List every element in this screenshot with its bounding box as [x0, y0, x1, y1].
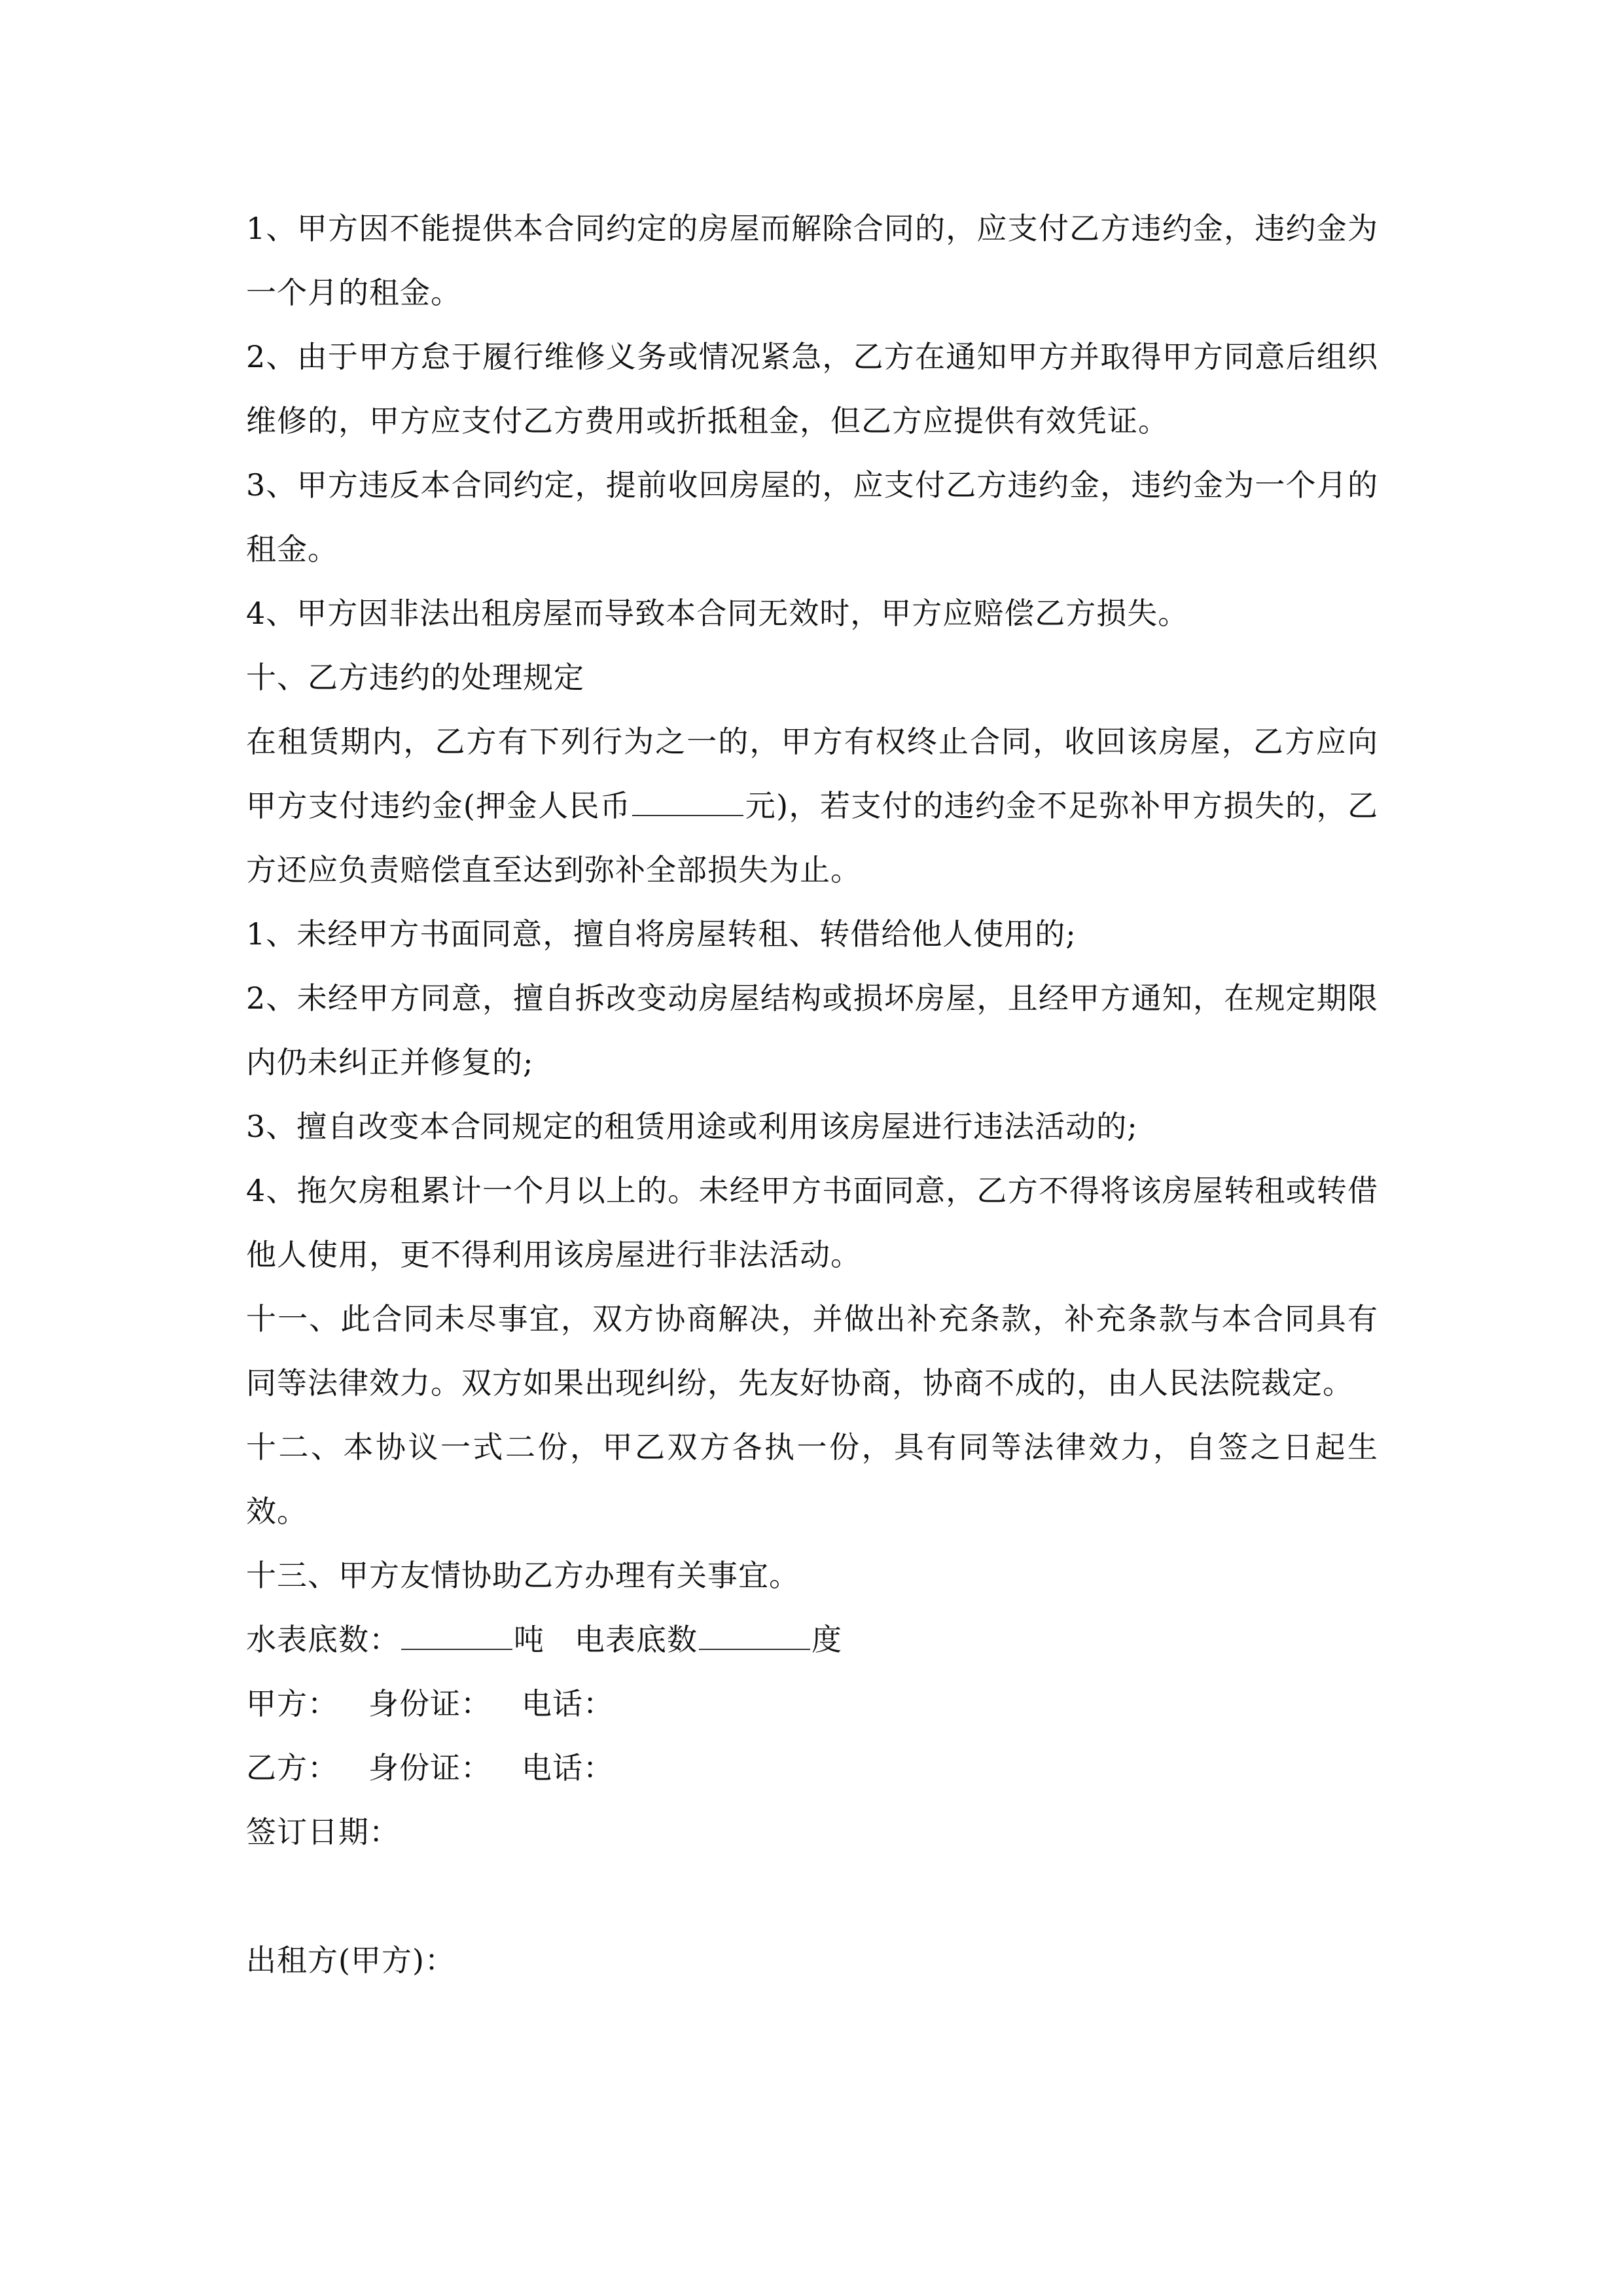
water-meter-blank: [401, 1624, 512, 1650]
party-b-id-label: 身份证：: [368, 1750, 491, 1785]
clause-paragraph: 1、甲方因不能提供本合同约定的房屋而解除合同的，应支付乙方违约金，违约金为一个月的租金。: [246, 211, 1378, 310]
clause-paragraph: 4、甲方因非法出租房屋而导致本合同无效时，甲方应赔偿乙方损失。: [246, 596, 1189, 631]
section-paragraph: 十一、此合同未尽事宜，双方协商解决，并做出补充条款，补充条款与本合同具有同等法律效力。双方如果出现纠纷，先友好协商，协商不成的，由人民法院裁定。: [246, 1301, 1378, 1401]
lessor-label: 出租方(甲方)：: [246, 1943, 455, 1978]
electric-meter-unit: 度: [812, 1622, 842, 1657]
clause-paragraph: 1、未经甲方书面同意，擅自将房屋转租、转借给他人使用的;: [246, 916, 1077, 952]
electric-meter-label: 电表底数: [575, 1622, 698, 1657]
sign-date-label: 签订日期：: [246, 1814, 400, 1850]
clause-paragraph: 2、由于甲方怠于履行维修义务或情况紧急，乙方在通知甲方并取得甲方同意后组织维修的，甲方应支付乙方费用或折抵租金，但乙方应提供有效凭证。: [246, 339, 1378, 439]
party-a-phone-label: 电话：: [522, 1686, 614, 1721]
blank-line: [246, 1864, 1378, 1928]
clause-paragraph: 3、擅自改变本合同规定的租赁用途或利用该房屋进行违法活动的;: [246, 1109, 1138, 1144]
section-paragraph: 十三、甲方友情协助乙方办理有关事宜。: [246, 1558, 800, 1593]
section-paragraph: 十二、本协议一式二份，甲乙双方各执一份，具有同等法律效力，自签之日起生效。: [246, 1429, 1378, 1529]
party-a-line: [246, 1672, 1378, 1736]
party-a-label: 甲方：: [246, 1686, 338, 1721]
clause-paragraph: 2、未经甲方同意，擅自拆改变动房屋结构或损坏房屋，且经甲方通知，在规定期限内仍未纠正并修复的;: [246, 980, 1378, 1080]
party-a-id-label: 身份证：: [368, 1686, 491, 1721]
document-body: [246, 196, 1378, 1992]
meter-readings-line: [246, 1607, 1378, 1672]
penalty-clause-text-before: 在租赁期内，乙方有下列行为之一的，甲方有权终止合同，收回该房屋，乙方应向甲方支付违约金(押金人民币: [246, 724, 1378, 823]
party-b-phone-label: 电话：: [522, 1750, 614, 1785]
clause-paragraph: 3、甲方违反本合同约定，提前收回房屋的，应支付乙方违约金，违约金为一个月的租金。: [246, 467, 1378, 567]
water-meter-unit: 吨: [514, 1622, 544, 1657]
section-heading: 十、乙方违约的处理规定: [246, 660, 584, 695]
deposit-amount-blank: [632, 790, 743, 816]
penalty-clause-text-after: 元)，若支付的违约金不足弥补甲方损失的，乙方还应负责赔偿直至达到弥补全部损失为止。: [246, 788, 1378, 888]
clause-paragraph: 4、拖欠房租累计一个月以上的。未经甲方书面同意，乙方不得将该房屋转租或转借他人使用，更不得利用该房屋进行非法活动。: [246, 1173, 1378, 1272]
party-b-label: 乙方：: [246, 1750, 338, 1785]
water-meter-label: 水表底数：: [246, 1622, 400, 1657]
electric-meter-blank: [699, 1624, 810, 1650]
penalty-clause: [246, 709, 1378, 902]
party-b-line: [246, 1736, 1378, 1800]
